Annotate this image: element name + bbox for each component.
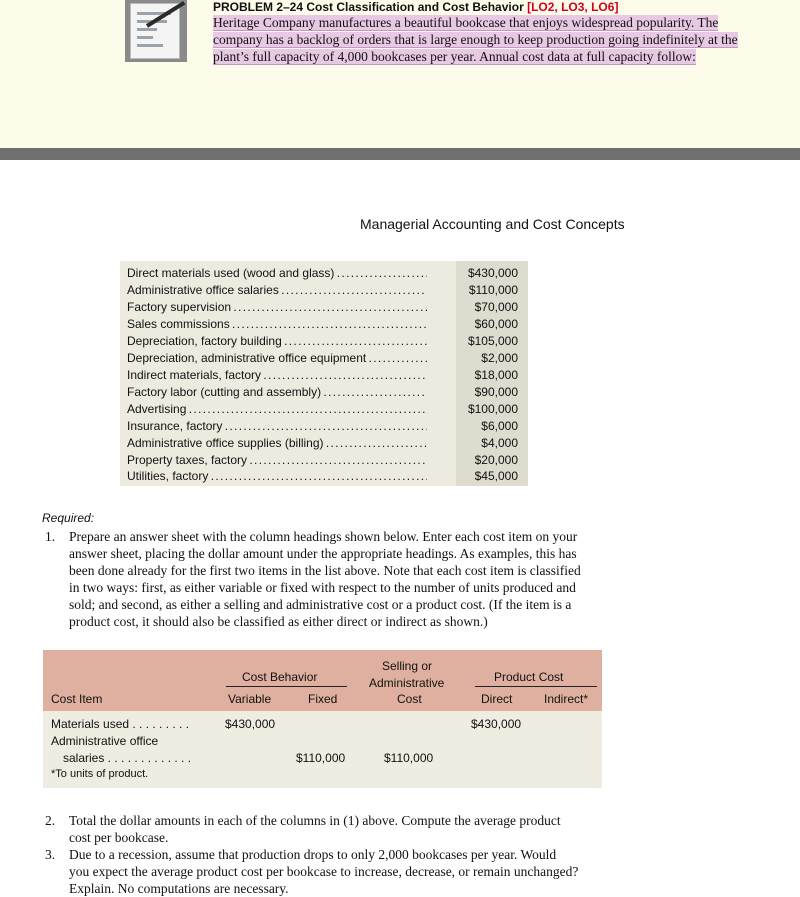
cost-item-amount: $2,000 [481, 351, 518, 365]
answer-sheet-header [43, 650, 602, 711]
answer-cell: $110,000 [296, 751, 346, 765]
cost-item-label: Administrative office supplies (billing) . . . [127, 436, 427, 450]
cost-item-heading: Cost Item [51, 692, 103, 706]
cost-row [120, 402, 528, 419]
cost-row [120, 300, 528, 317]
answer-sheet-table [43, 650, 602, 788]
cost-row [120, 317, 528, 334]
variable-heading: Variable [228, 692, 272, 706]
cost-item-label: Advertising . . . [127, 402, 427, 416]
requirement-line: product cost, it should also be classified as either direct or indirect as shown.) [69, 614, 488, 629]
requirement-line: Explain. No computations are necessary. [69, 881, 289, 896]
requirement-line: Total the dollar amounts in each of the columns in (1) above. Compute the average product [69, 813, 561, 828]
cost-item-amount: $100,000 [467, 402, 518, 416]
requirement-line: Due to a recession, assume that production drops to only 2,000 bookcases per year. Would [69, 847, 557, 862]
cost-behavior-heading: Cost Behavior [242, 670, 318, 684]
answer-cell: $430,000 [471, 717, 522, 731]
cost-item-label: Administrative office salaries . . . [127, 283, 427, 297]
cost-row [120, 385, 528, 402]
cost-item-amount: $45,000 [474, 469, 518, 483]
cost-row [120, 436, 528, 453]
heading-rule [226, 686, 347, 687]
requirement-line: sold; and second, as either a selling and administrative cost or a product cost. (If the item is a [69, 597, 572, 612]
requirement-line: Prepare an answer sheet with the column headings shown below. Enter each cost item on your [69, 529, 578, 544]
heading-rule [475, 686, 597, 687]
answer-cell: $110,000 [384, 751, 434, 765]
cost-item-label: Depreciation, factory building . . . [127, 334, 427, 348]
cost-item-amount: $70,000 [474, 300, 518, 314]
cost-item-label: Indirect materials, factory . . . [127, 368, 427, 382]
cost-item-amount: $18,000 [474, 368, 518, 382]
indirect-heading: Indirect* [544, 692, 589, 706]
answer-row-label: Materials used . . . . . . . . . [51, 717, 190, 731]
cost-row [120, 469, 528, 486]
problem-heading [213, 0, 618, 14]
requirement-number: 1. [45, 529, 56, 544]
cost-row [120, 419, 528, 436]
cost-item-label: Factory labor (cutting and assembly) . . . [127, 385, 427, 399]
cost-item-amount: $110,000 [468, 283, 518, 297]
cost-item-label: Property taxes, factory . . . [127, 453, 427, 467]
cost-item-amount: $105,000 [467, 334, 518, 348]
page-divider [0, 148, 800, 160]
answer-row-label: Administrative office [51, 734, 159, 748]
requirement-number: 3. [45, 847, 56, 862]
page-title: Managerial Accounting and Cost Concepts [360, 216, 625, 232]
problem-intro [213, 14, 775, 65]
cost-item-amount: $430,000 [467, 266, 518, 280]
cost-item-label: Depreciation, administrative office equipment . . . [127, 351, 427, 365]
fixed-heading: Fixed [308, 692, 338, 706]
learning-objectives: [LO2, LO3, LO6] [527, 0, 619, 14]
product-cost-heading: Product Cost [494, 670, 564, 684]
intro-line: plant’s full capacity of 4,000 bookcases per year. Annual cost data at full capacity follow: [213, 49, 696, 64]
answer-row-label: salaries . . . . . . . . . . . . . [63, 751, 192, 765]
cost-item-amount: $6,000 [481, 419, 518, 433]
intro-line: company has a backlog of orders that is large enough to keep production going indefinitely at the [213, 32, 738, 47]
requirement-line: been done already for the first two items in the list above. Note that each cost item is classified [69, 563, 581, 578]
cost-row [120, 453, 528, 470]
requirement-line: answer sheet, placing the dollar amount under the appropriate headings. As examples, this has [69, 546, 577, 561]
cost-row [120, 351, 528, 368]
cost-item-label: Utilities, factory . . . [127, 469, 427, 483]
selling-admin-heading-1: Selling or [382, 659, 433, 673]
cost-item-label: Factory supervision . . . [127, 300, 427, 314]
cost-item-amount: $20,000 [474, 453, 518, 467]
requirement-line: you expect the average product cost per bookcase to increase, decrease, or remain unchanged? [69, 864, 579, 879]
cost-row [120, 334, 528, 351]
cost-item-label: Sales commissions . . . [127, 317, 427, 331]
cost-item-amount: $90,000 [474, 385, 518, 399]
required-label: Required: [42, 511, 95, 525]
cost-item-label: Insurance, factory . . . [127, 419, 427, 433]
cost-row [120, 266, 528, 283]
cost-item-amount: $4,000 [481, 436, 518, 450]
answer-cell: $430,000 [225, 717, 276, 731]
cost-item-label: Direct materials used (wood and glass) . . . [127, 266, 427, 280]
intro-line: Heritage Company manufactures a beautiful bookcase that enjoys widespread popularity. The [213, 15, 719, 30]
cost-data-table [120, 261, 528, 486]
requirement-number: 2. [45, 813, 56, 828]
cost-item-amount: $60,000 [474, 317, 518, 331]
footnote: *To units of product. [51, 768, 149, 780]
pen-writing-icon [125, 0, 187, 62]
cost-row [120, 283, 528, 300]
requirement-line: in two ways: first, as either variable or fixed with respect to the number of units produced and [69, 580, 576, 595]
selling-admin-heading-2: Administrative [369, 676, 445, 690]
direct-heading: Direct [481, 692, 513, 706]
problem-title: PROBLEM 2–24 Cost Classification and Cost Behavior [213, 0, 524, 14]
requirement-line: cost per bookcase. [69, 830, 169, 845]
cost-row [120, 368, 528, 385]
selling-admin-heading-3: Cost [397, 692, 422, 706]
